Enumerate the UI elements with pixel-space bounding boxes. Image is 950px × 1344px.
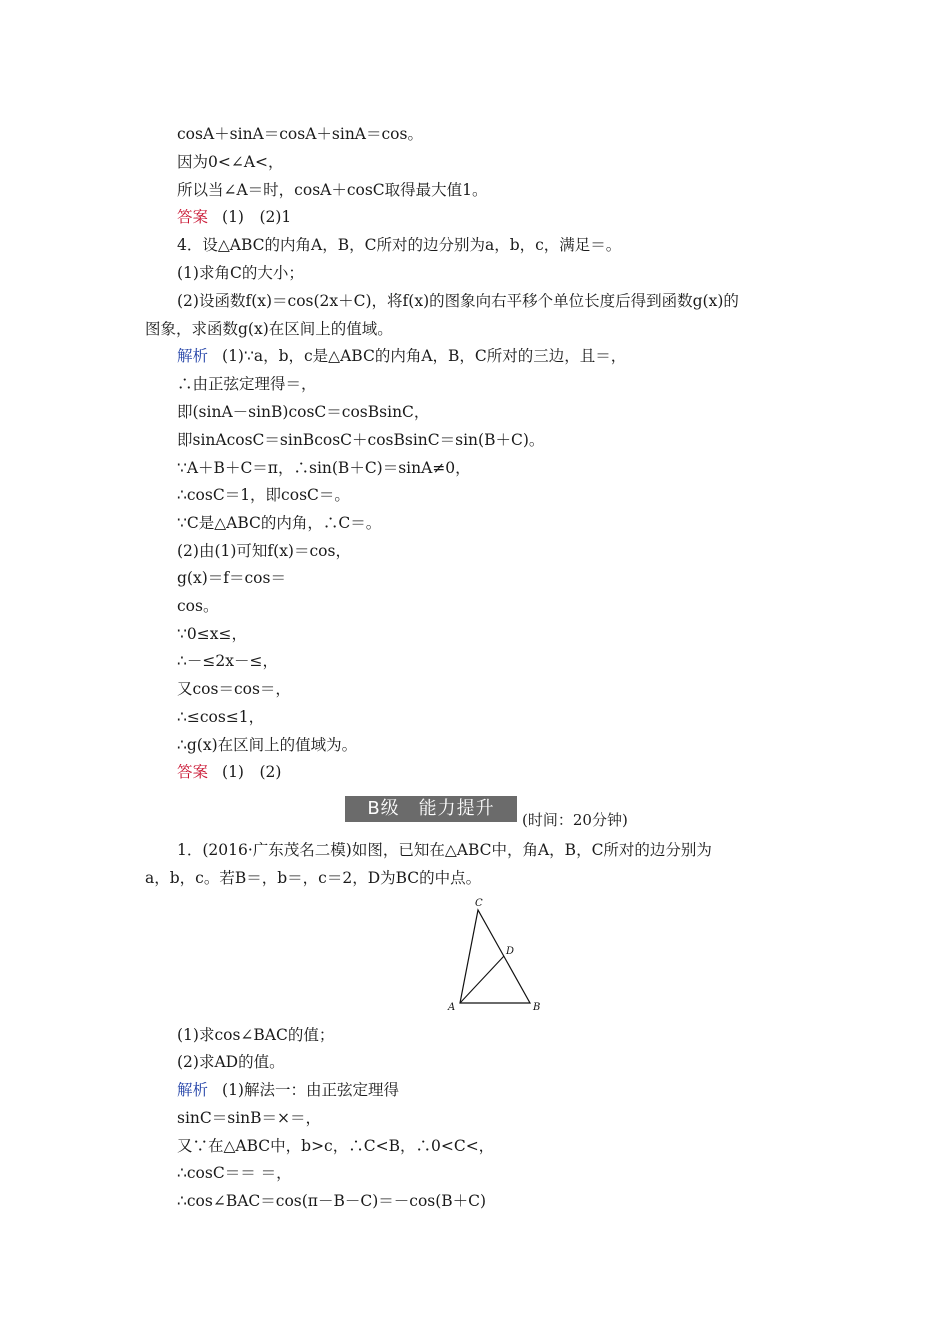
answer-line xyxy=(177,207,291,227)
solution-line: 所以当∠A＝时，cosA＋cosC取得最大值1。 xyxy=(177,181,488,199)
solution-line: cosA＋sinA＝cosA＋sinA＝cos。 xyxy=(177,125,423,143)
section-time: (时间：20分钟) xyxy=(522,811,628,829)
triangle-figure xyxy=(440,893,550,1015)
answer-text: (1) (2)1 xyxy=(222,208,292,226)
vertex-label-b: B xyxy=(533,1002,541,1013)
analysis-label: 解析 xyxy=(177,347,209,365)
solution-line: ∴由正弦定理得＝， xyxy=(177,375,317,393)
answer-label: 答案 xyxy=(177,208,209,226)
solution-line: ∴cos∠BAC＝cos(π－B－C)＝－cos(B＋C) xyxy=(177,1192,487,1210)
solution-line: 又cos＝cos＝， xyxy=(177,680,291,698)
solution-line: 即(sinA－sinB)cosC＝cosBsinC， xyxy=(177,403,430,421)
question-line: 图象，求函数g(x)在区间上的值域。 xyxy=(145,320,393,338)
median-ad xyxy=(460,956,504,1003)
vertex-label-a: A xyxy=(448,1002,456,1013)
analysis-text: (1)∵a，b，c是△ABC的内角A，B，C所对的三边，且＝， xyxy=(222,347,627,365)
solution-line: sinC＝sinB＝×＝， xyxy=(177,1109,322,1127)
solution-line: 即sinAcosC＝sinBcosC＋cosBsinC＝sin(B＋C)。 xyxy=(177,431,545,449)
question-line: (1)求cos∠BAC的值； xyxy=(177,1026,335,1044)
solution-line: g(x)＝f＝cos＝ xyxy=(177,569,286,587)
solution-line: ∴g(x)在区间上的值域为。 xyxy=(177,736,358,754)
answer-label: 答案 xyxy=(177,763,209,781)
solution-line: cos。 xyxy=(177,597,219,615)
solution-line: ∵A＋B＋C＝π，∴sin(B＋C)＝sinA≠0， xyxy=(177,459,471,477)
triangle-abc xyxy=(460,910,530,1003)
solution-line: 因为0<∠A<， xyxy=(177,153,284,171)
analysis-line xyxy=(177,1080,399,1100)
solution-line: ∴－≤2x－≤， xyxy=(177,652,278,670)
question-line: (2)求AD的值。 xyxy=(177,1053,285,1071)
question-line: 4．设△ABC的内角A，B，C所对的边分别为a，b，c，满足＝。 xyxy=(177,236,622,254)
solution-line: 又∵在△ABC中，b>c，∴C<B，∴0<C<， xyxy=(177,1137,495,1155)
vertex-label-c: C xyxy=(475,898,483,909)
solution-line: ∴cosC＝1，即cosC＝。 xyxy=(177,486,350,504)
answer-text: (1) (2) xyxy=(222,763,282,781)
solution-line: ∵C是△ABC的内角，∴C＝。 xyxy=(177,514,382,532)
vertex-label-d: D xyxy=(506,946,515,957)
section-banner: B级 能力提升 xyxy=(345,796,517,822)
question-line: a，b，c。若B＝，b＝，c＝2，D为BC的中点。 xyxy=(145,869,482,887)
answer-line xyxy=(177,762,281,782)
question-line: (1)求角C的大小； xyxy=(177,264,304,282)
solution-line: ∴cosC＝＝ ＝， xyxy=(177,1164,292,1182)
solution-line: (2)由(1)可知f(x)＝cos， xyxy=(177,542,351,560)
question-line: (2)设函数f(x)＝cos(2x＋C)，将f(x)的图象向右平移个单位长度后得到函数g(x)的 xyxy=(177,292,739,310)
analysis-label: 解析 xyxy=(177,1081,209,1099)
question-line: 1．(2016·广东茂名二模)如图，已知在△ABC中，角A，B，C所对的边分别为 xyxy=(177,841,712,859)
analysis-line xyxy=(177,346,626,366)
solution-line: ∵0≤x≤， xyxy=(177,625,247,643)
solution-line: ∴≤cos≤1， xyxy=(177,708,265,726)
analysis-text: (1)解法一：由正弦定理得 xyxy=(222,1081,399,1099)
